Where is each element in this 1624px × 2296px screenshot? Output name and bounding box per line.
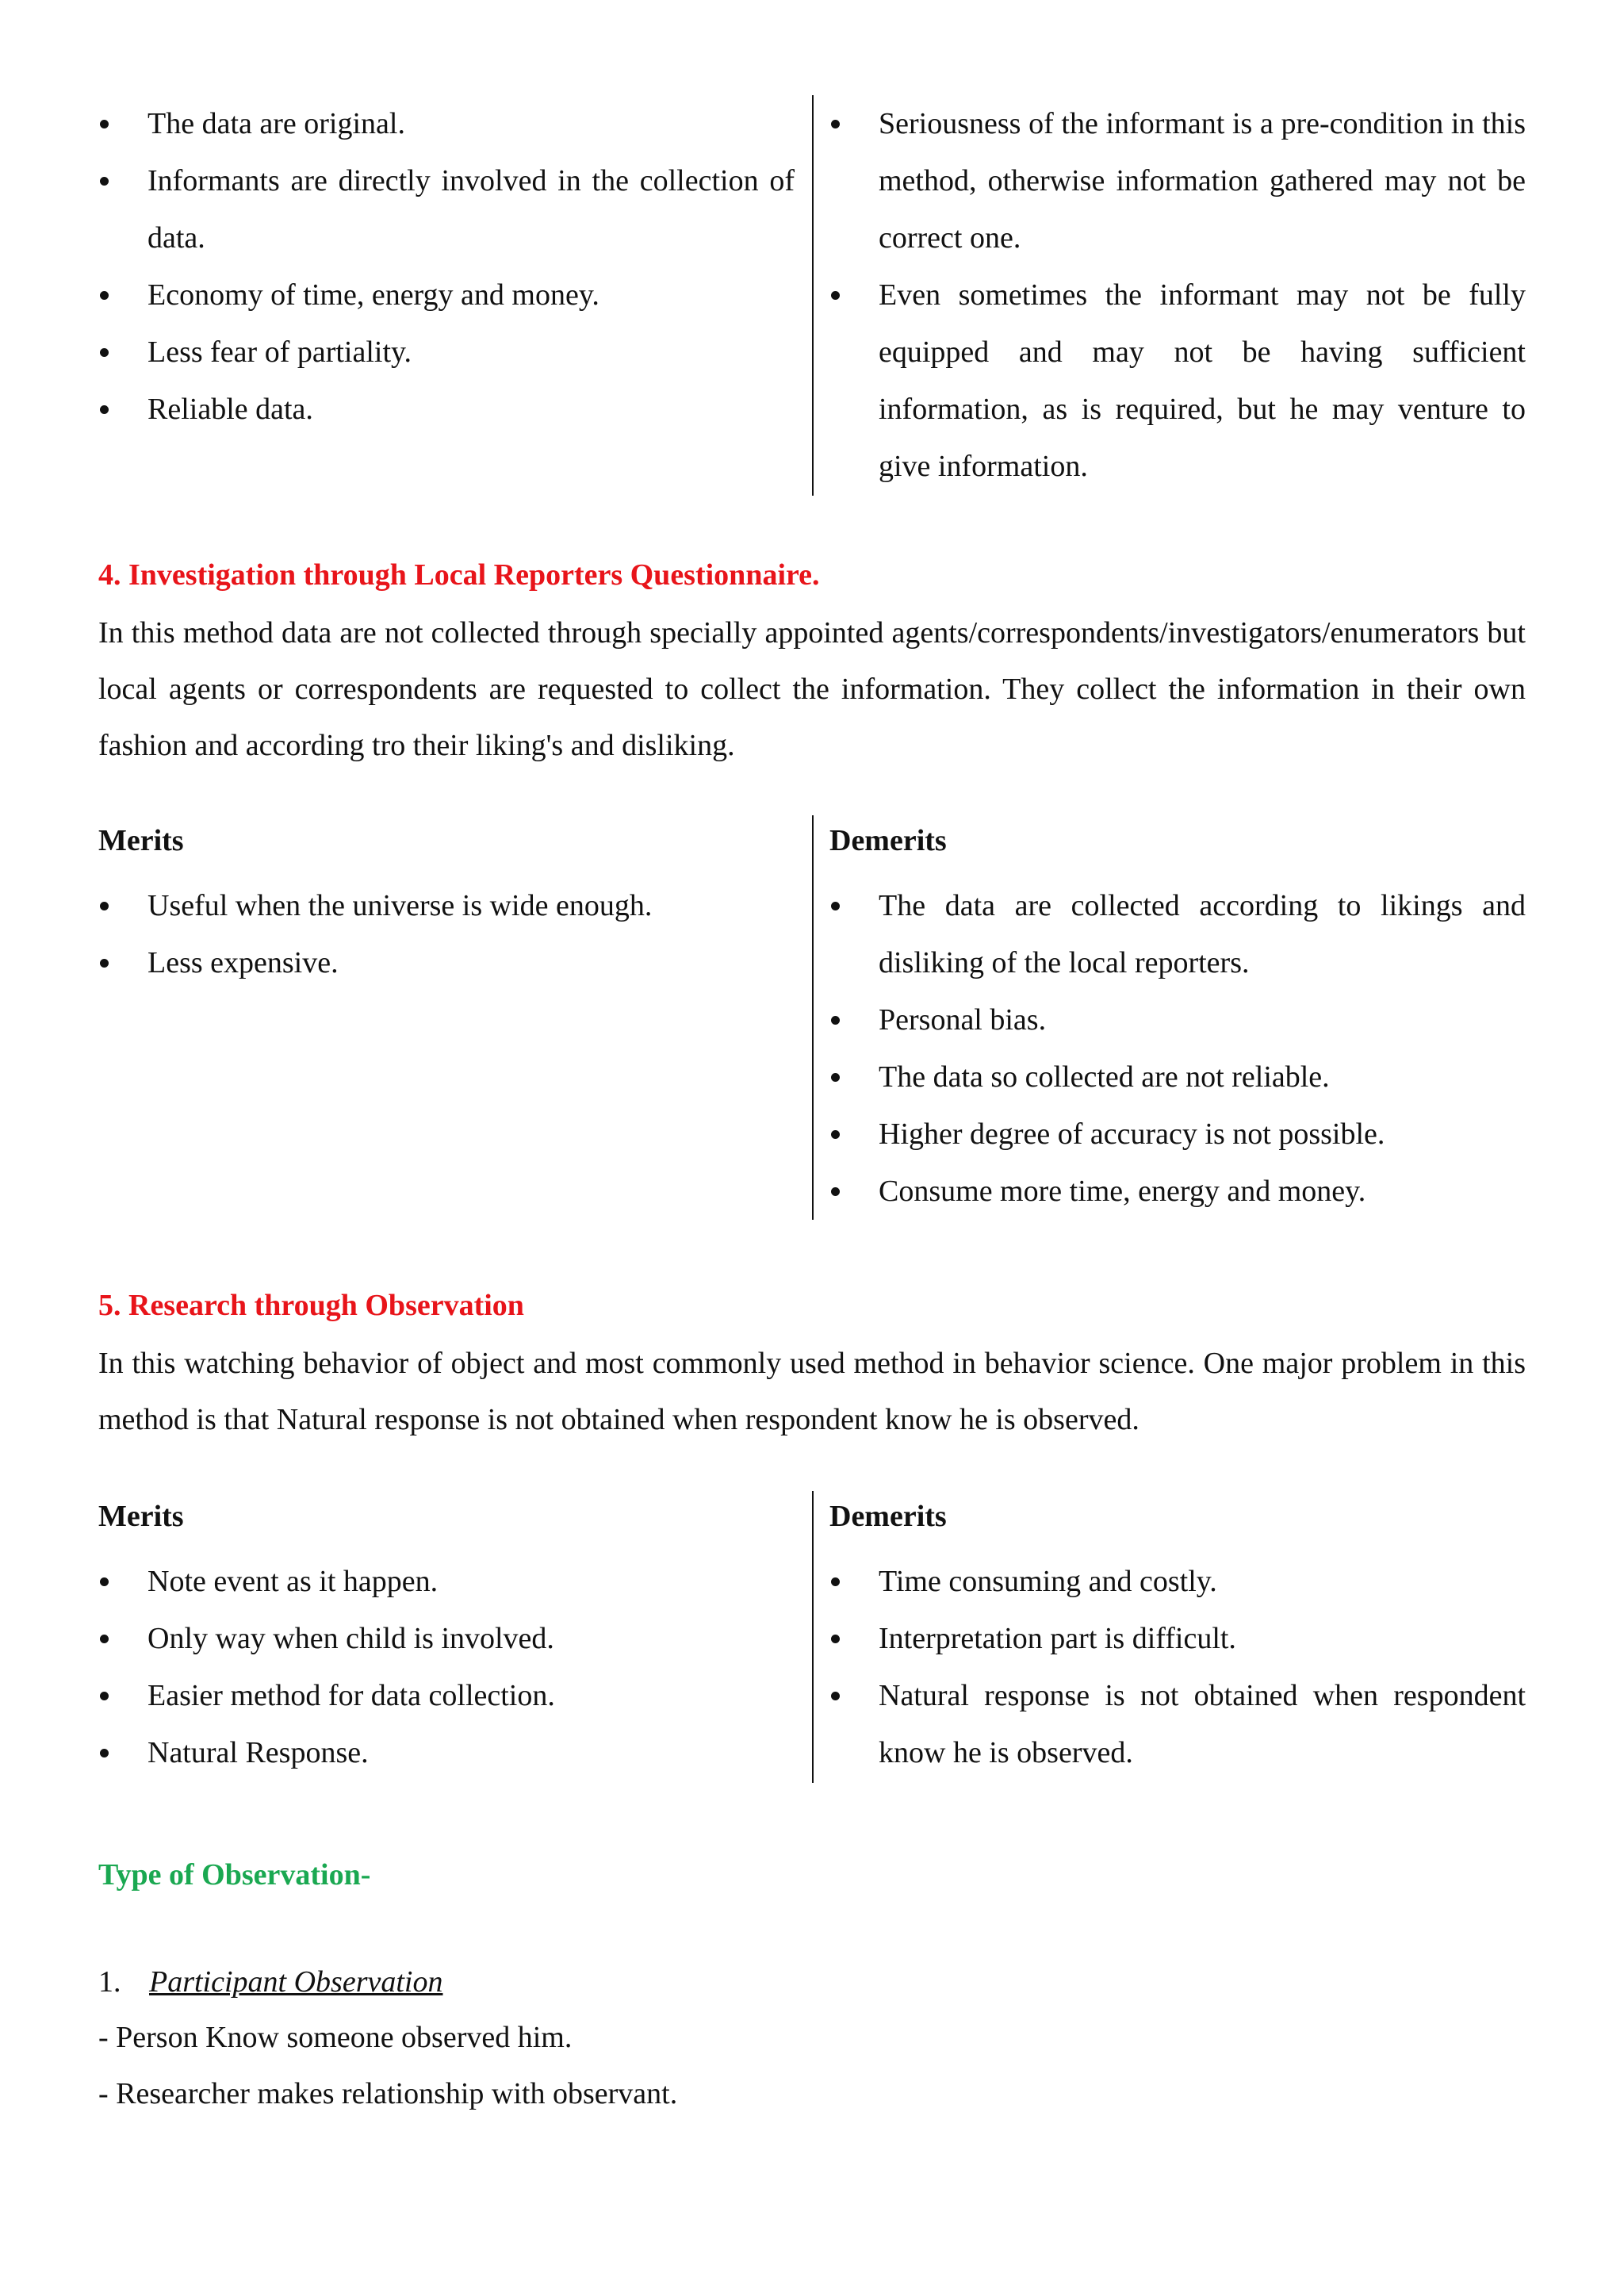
merits-heading: Merits — [98, 1500, 184, 1533]
list-item: Note event as it happen. — [98, 1553, 798, 1610]
demerits-heading: Demerits — [829, 824, 947, 857]
observation-line: - Person Know someone observed him. — [98, 2021, 573, 2054]
list-item: Personal bias. — [829, 991, 1526, 1048]
item-number: 1. — [98, 1965, 121, 1999]
list-item: Natural response is not obtained when respondent know he is observed. — [829, 1667, 1526, 1781]
section-4-title: 4. Investigation through Local Reporters Questionnaire. — [98, 558, 820, 592]
list-item: Reliable data. — [98, 381, 798, 438]
demerits-heading: Demerits — [829, 1500, 947, 1533]
list-item: Easier method for data collection. — [98, 1667, 798, 1724]
section-4-demerits-column — [812, 815, 1526, 1220]
list-item: Natural Response. — [98, 1724, 798, 1781]
section-5 — [98, 1283, 1526, 1448]
demerits-list — [829, 1553, 1526, 1781]
list-item: Less expensive. — [98, 934, 798, 991]
list-item: Informants are directly involved in the collection of data. — [98, 152, 798, 266]
participant-observation-item — [98, 1954, 1526, 2010]
list-item: Interpretation part is difficult. — [829, 1610, 1526, 1667]
list-item: Consume more time, energy and money. — [829, 1163, 1526, 1220]
top-demerits-list — [829, 95, 1526, 495]
types-title: Type of Observation- — [98, 1858, 371, 1892]
top-left-column — [98, 95, 812, 496]
section-5-demerits-column — [812, 1491, 1526, 1783]
list-item: Useful when the universe is wide enough. — [98, 877, 798, 934]
list-item: The data so collected are not reliable. — [829, 1048, 1526, 1106]
list-item: Higher degree of accuracy is not possible. — [829, 1106, 1526, 1163]
top-merits-list — [98, 95, 798, 438]
list-item: The data are original. — [98, 95, 798, 152]
list-item: The data are collected according to likings and disliking of the local reporters. — [829, 877, 1526, 991]
types-of-observation — [98, 1853, 1526, 2122]
document-page — [98, 95, 1526, 2122]
section-4-merits-column — [98, 815, 812, 1220]
merits-heading: Merits — [98, 824, 184, 857]
list-item: Even sometimes the informant may not be fully equipped and may not be having sufficient information, as is required, but he may venture to give information. — [829, 266, 1526, 495]
section-5-merits-column — [98, 1491, 812, 1783]
top-right-column — [812, 95, 1526, 496]
merits-list — [98, 1553, 798, 1781]
section-5-title: 5. Research through Observation — [98, 1289, 524, 1322]
list-item: Less fear of partiality. — [98, 324, 798, 381]
list-item: Time consuming and costly. — [829, 1553, 1526, 1610]
demerits-list — [829, 877, 1526, 1220]
section-4 — [98, 553, 1526, 774]
section-5-merits-demerits-table — [98, 1491, 1526, 1783]
item-label: Participant Observation — [149, 1965, 443, 1999]
section-4-merits-demerits-table — [98, 815, 1526, 1220]
list-item: Economy of time, energy and money. — [98, 266, 798, 324]
section-5-paragraph: In this watching behavior of object and most commonly used method in behavior science. One major problem in this method is that Natural response is not obtained when respondent know he is observed. — [98, 1347, 1526, 1436]
list-item: Seriousness of the informant is a pre-condition in this method, otherwise information gathered may not be correct one. — [829, 95, 1526, 266]
list-item: Only way when child is involved. — [98, 1610, 798, 1667]
observation-line: - Researcher makes relationship with observant. — [98, 2077, 678, 2110]
merits-list — [98, 877, 798, 991]
section-4-paragraph: In this method data are not collected through specially appointed agents/correspondents/investigators/enumerators but local agents or correspondents are requested to collect the information. They collect the information in their own fashion and according tro their liking's and disliking. — [98, 616, 1526, 762]
top-merits-demerits-table — [98, 95, 1526, 496]
